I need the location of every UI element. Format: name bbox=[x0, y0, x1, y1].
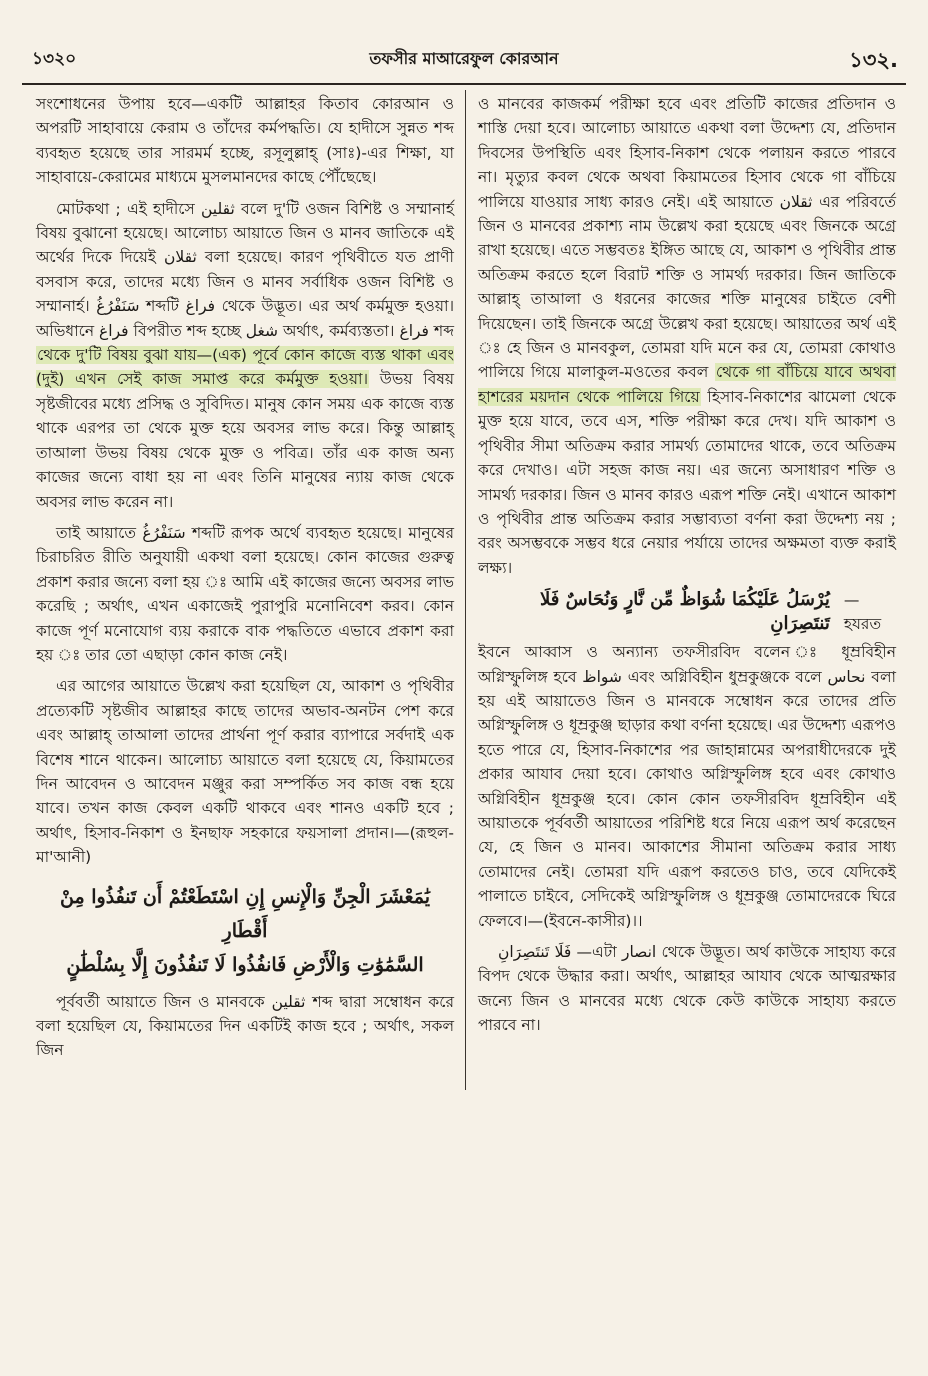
verse-attribution: —হযরত bbox=[843, 591, 882, 634]
verse-line: السَّمَٰوَٰتِ وَالْأَرْضِ فَانفُذُوا لَا تَنفُذُونَ إِلَّا بِسُلْطَٰنٍ bbox=[66, 953, 424, 976]
highlighted-text: থেকে দু'টি বিষয় বুঝা যায়—(এক) পূর্বে কোন কাজে ব্যস্ত থাকা এবং (দুই) এখন সেই কাজ সমাপ্ত করে কর্মমুক্ত হওয়া। bbox=[36, 346, 454, 389]
paragraph-text: ও মানবের কাজকর্ম পরীক্ষা হবে এবং প্রতিটি কাজের প্রতিদান ও শাস্তি দেয়া হবে। আলোচ্য আয়াতে একথা বলা উদ্দেশ্য যে, প্রতিদান দিবসের উপস্থিতি এবং হিসাব-নিকাশ থেকে পলায়ন করতে পারবে না। মৃত্যুর কবল থেকে অথবা কিয়ামতের হিসাব থেকে গা বাঁচিয়ে পালিয়ে যাওয়ার সাধ্য কারও নেই। এই আয়াতে ثقلان এর পরিবর্তে জিন ও মানবের প্রকাশ্য নাম উল্লেখ করা হয়েছে এবং জিনকে অগ্রে রাখা হয়েছে। এতে সম্ভবতঃ ইঙ্গিত আছে যে, আকাশ ও পৃথিবীর প্রান্ত অতিক্রম করতে হলে বিরাট শক্তি ও সামর্থ্য দরকার। জিন জাতিকে আল্লাহ্ তাআলা ও ধরনের কাজের শক্তি মানুষের চাইতে বেশী দিয়েছেন। তাই জিনকে অগ্রে উল্লেখ করা হয়েছে। আয়াতের অর্থ এই ঃ হে জিন ও মানবকুল, তোমরা যদি মনে কর যে, তোমরা কোথাও পালিয়ে গিয়ে মালাকুল-মওতের কবল bbox=[478, 95, 896, 382]
paragraph: ইবনে আব্বাস ও অন্যান্য তফসীরবিদ বলেন ঃ ধূম্রবিহীন অগ্নিস্ফুলিঙ্গ হবে شواظ এবং অগ্নিবিহীন ধুম্রকুঞ্জকে বলে نحاس বলা হয় এই আয়াতেও জিন ও মানবকে সম্বোধন করে তাদের প্রতি অগ্নিস্ফুলিঙ্গ ও ধূম্রকুঞ্জ ছাড়ার কথা বর্ণনা হয়েছে। এর উদ্দেশ্য এরূপও হতে পারে যে, হিসাব-নিকাশের পর জাহান্নামের অপরাধীদেরকে দুই প্রকার আযাব দেয়া হবে। কোথাও অগ্নিস্ফুলিঙ্গ হবে এবং কোথাও অগ্নিবিহীন ধূম্রকুঞ্জ হবে। কোন কোন তফসীরবিদ ধূম্রবিহীন এই আয়াতকে পূর্ববর্তী আয়াতের পরিশিষ্ট ধরে নিয়ে এরূপ অর্থ করেছেন যে, হে জিন ও মানব। আকাশের সীমানা অতিক্রম করার সাধ্য তোমাদের নেই। তোমরা যদি এরূপ করতেও চাও, তবে যেদিকেই পালাতে চাইবে, সেদিকেই অগ্নিস্ফুলিঙ্গ ও ধূম্রকুঞ্জ তোমাদেরকে ঘিরে ফেলবে।—(ইবনে-কাসীর)।। bbox=[478, 643, 896, 930]
paragraph: সংশোধনের উপায় হবে—একটি আল্লাহর কিতাব কোরআন ও অপরটি সাহাবায়ে কেরাম ও তাঁদের কর্মপদ্ধতি। যে হাদীসে সুন্নত শব্দ ব্যবহৃত হয়েছে তার সারমর্ম হচ্ছে, রসূলুল্লাহ্ (সাঃ)-এর শিক্ষা, যা সাহাবায়ে-কেরামের মাধ্যমে মুসলমানদের কাছে পৌঁছেছে। bbox=[36, 95, 454, 187]
paragraph bbox=[36, 197, 454, 514]
page-number: ১৩২০ bbox=[32, 49, 77, 69]
verse-line: يَٰمَعْشَرَ الْجِنِّ وَالْإِنسِ إِنِ اسْتَطَعْتُمْ أَن تَنفُذُوا مِنْ أَقْطَارِ bbox=[60, 885, 430, 942]
verse-arabic: يُرْسَلُ عَلَيْكُمَا شُوَاظٌ مِّن نَّارٍ وَنُحَاسٌ فَلَا تَنتَصِرَانِ bbox=[539, 589, 830, 635]
quran-verse bbox=[478, 588, 896, 636]
paragraph-text: উভয় বিষয় সৃষ্টজীবের মধ্যে প্রসিদ্ধ ও সুবিদিত। মানুষ কোন সময় এক কাজে ব্যস্ত থাকে এরপর তা থেকে মুক্ত হয়ে অবসর লাভ করে। কিন্তু আল্লাহ্ তাআলা উভয় বিষয় থেকে মুক্ত ও পবিত্র। তাঁর এক কাজ অন্য কাজের জন্যে বাধা হয় না এবং তিনি মানুষের ন্যায় কাজ থেকে অবসর লাভ করেন না। bbox=[36, 370, 454, 511]
paragraph-text: হিসাব-নিকাশের ঝামেলা থেকে মুক্ত হয়ে যাবে, তবে এস, শক্তি পরীক্ষা করে দেখ। যদি আকাশ ও পৃথিবীর সীমা অতিক্রম করার সামর্থ্য তোমাদের থাকে, তবে অতিক্রম করে দেখাও। এটা সহজ কাজ নয়। এর জন্যে অসাধারণ শক্তি ও সামর্থ্য দরকার। জিন ও মানব কারও এরূপ শক্তি নেই। এখানে আকাশ ও পৃথিবীর প্রান্ত অতিক্রম করার সম্ভাব্যতা বর্ণনা করা উদ্দেশ্য নয় ; বরং অসম্ভবকে সম্ভব ধরে নেয়ার পর্যায়ে তাদের অক্ষমতা ব্যক্ত করাই লক্ষ্য। bbox=[478, 387, 896, 577]
running-title: তফসীর মাআরেফুল কোরআন bbox=[369, 49, 559, 68]
quran-verse bbox=[36, 880, 454, 982]
chapter-marker: ১৩২. bbox=[849, 48, 898, 72]
page-header bbox=[30, 44, 898, 74]
paragraph-text: মোটকথা ; এই হাদীসে ثقلين বলে দু'টি ওজন বিশিষ্ট ও সম্মানার্হ বিষয় বুঝানো হয়েছে। আলোচ্য আয়াতে জিন ও মানব জাতিকে এই অর্থের দিকে দিয়েই ثقلان বলা হয়েছে। কারণ পৃথিবীতে যত প্রাণী বসবাস করে, তাদের মধ্যে জিন ও মানব সর্বাধিক ওজন বিশিষ্ট ও সম্মানার্হ। سَنَفْرُغُ শব্দটি فراغ থেকে উদ্ভূত। এর অর্থ কর্মমুক্ত হওয়া। অভিধানে فراغ বিপরীত শব্দ হচ্ছে شغل অর্থাৎ, কর্মব্যস্ততা। فراغ শব্দ bbox=[36, 199, 455, 340]
paragraph: তাই আয়াতে سَنَفْرُغُ শব্দটি রূপক অর্থে ব্যবহৃত হয়েছে। মানুষের চিরাচরিত রীতি অনুযায়ী একথা বলা হয়েছে। কোন কাজের গুরুত্ব প্রকাশ করার জন্যে বলা হয় ঃ আমি এই কাজের জন্যে অবসর লাভ করেছি ; অর্থাৎ, এখন একাজেই পুরাপুরি মনোনিবেশ করব। কোন কাজে পূর্ণ মনোযোগ ব্যয় করাকে বাক পদ্ধতিতে এভাবে প্রকাশ করা হয় ঃ তার তো এছাড়া কোন কাজ নেই। bbox=[36, 523, 454, 664]
paragraph: فَلَا تَنتَصِرَانِ —এটা انصار থেকে উদ্ভূত। অর্থ কাউকে সাহায্য করে বিপদ থেকে উদ্ধার করা। অর্থাৎ, আল্লাহর আযাব থেকে আত্মরক্ষার জন্যে জিন ও মানবের মধ্যে থেকে কেউ কাউকে সাহায্য করতে পারবে না। bbox=[478, 943, 897, 1035]
column-divider bbox=[465, 90, 466, 1090]
paragraph: পূর্ববর্তী আয়াতে জিন ও মানবকে ثقلين শব্দ দ্বারা সম্বোধন করে বলা হয়েছিল যে, কিয়ামতের দিন একটিই কাজ হবে ; অর্থাৎ, সকল জিন bbox=[36, 992, 454, 1060]
paragraph bbox=[478, 92, 896, 580]
paragraph: এর আগের আয়াতে উল্লেখ করা হয়েছিল যে, আকাশ ও পৃথিবীর প্রত্যেকটি সৃষ্টজীব আল্লাহর কাছে তাদের অভাব-অনটন পেশ করে এবং আল্লাহ্ তাআলা তাদের প্রার্থনা পূর্ণ করার ব্যাপারে সর্বদাই এক বিশেষ শানে থাকেন। আলোচ্য আয়াতে বলা হয়েছে যে, কিয়ামতের দিন আবেদন ও আবেদন মঞ্জুর করা সম্পর্কিত সব কাজ বন্ধ হয়ে যাবে। তখন কাজ কেবল একটি থাকবে এবং শানও একটি হবে ; অর্থাৎ, হিসাব-নিকাশ ও ইনছাফ সহকারে ফয়সালা প্রদান।—(রূহুল-মা'আনী) bbox=[36, 677, 454, 867]
right-column bbox=[478, 92, 896, 1038]
left-column bbox=[36, 92, 454, 1063]
highlighted-text: থেকে গা বাঁচিয়ে যাবে অথবা হাশরের ময়দান থেকে পালিয়ে গিয়ে bbox=[478, 363, 896, 406]
header-rule bbox=[22, 83, 906, 85]
